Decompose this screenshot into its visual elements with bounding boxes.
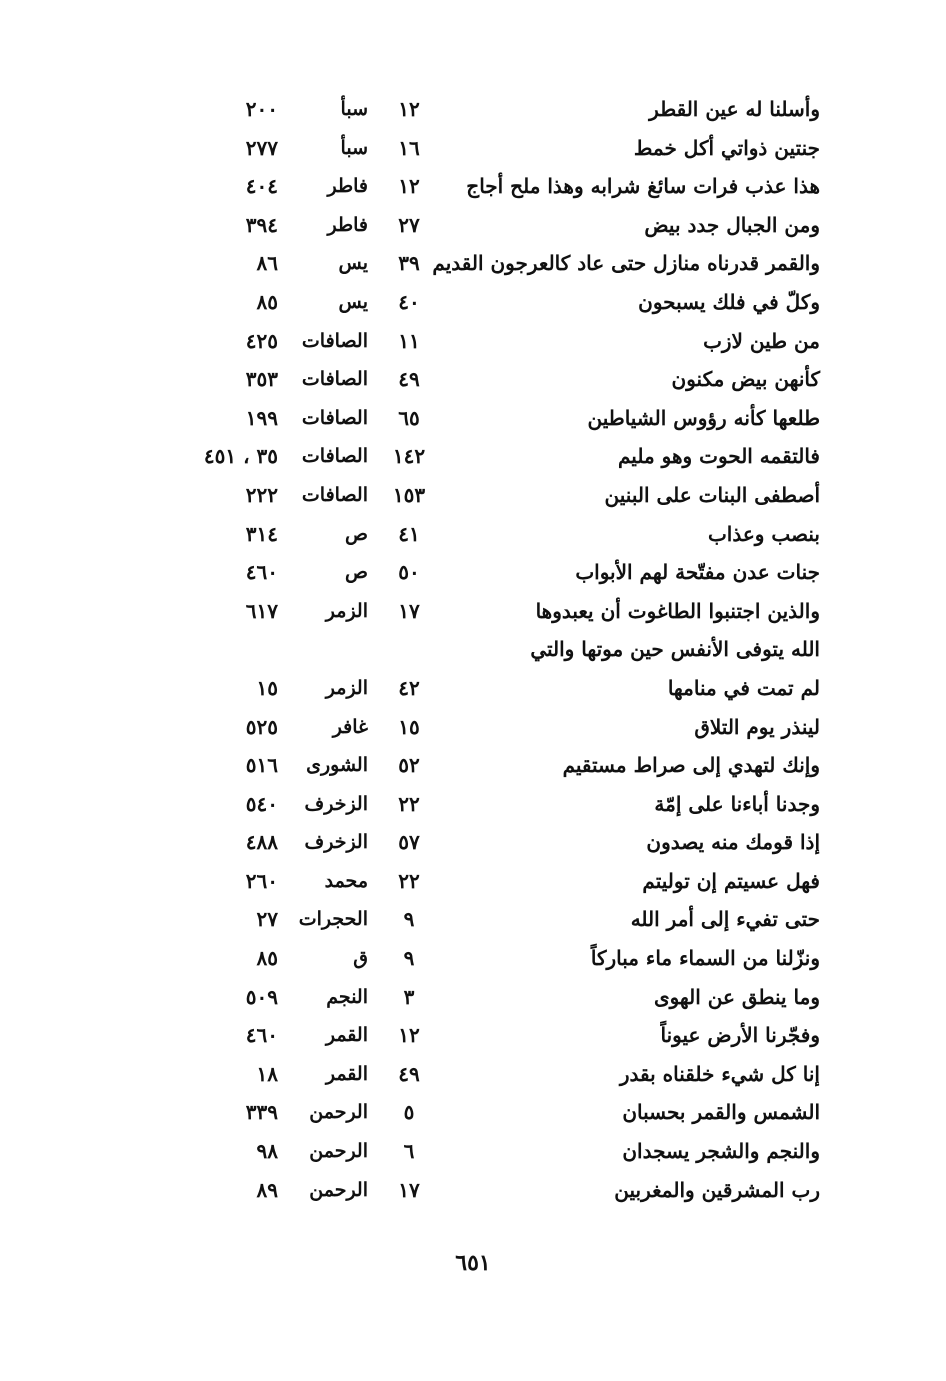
verse-text: لم تمت في منامها [667, 675, 820, 700]
page-reference: ٣٣٩ [245, 1100, 278, 1125]
index-row [180, 746, 840, 785]
page-reference: ٤٨٨ [245, 830, 278, 855]
surah-name: فاطر [327, 175, 368, 198]
surah-name: الزخرف [304, 792, 368, 815]
page-reference: ٣٩٤ [245, 212, 278, 237]
verse-text: رب المشرقين والمغربين [614, 1177, 820, 1202]
ayah-number [386, 630, 432, 669]
verse-text: فهل عسيتم إن توليتم [642, 868, 820, 893]
verse-text: الله يتوفى الأنفس حين موتها والتي [530, 637, 820, 662]
ayah-number: ١٥٣ [392, 482, 426, 507]
ayah-number: ٦ [403, 1139, 415, 1164]
index-row [180, 206, 840, 245]
page-reference: ٩٨ [256, 1139, 278, 1164]
verse-text: حتى تفيء إلى أمر الله [630, 907, 820, 932]
page-reference: ١٨ [256, 1061, 278, 1086]
ayah-number: ٥٠ [398, 560, 420, 585]
surah-name: القمر [325, 1024, 368, 1047]
page-reference: ٥١٦ [245, 753, 278, 778]
index-row [180, 515, 840, 554]
surah-name: النجم [326, 985, 368, 1008]
index-row [180, 939, 840, 978]
ayah-number: ١٤٢ [392, 444, 426, 469]
page-reference: ١٥ [256, 675, 278, 700]
page-reference: ١٩٩ [245, 405, 278, 430]
surah-name: ص [345, 561, 368, 584]
surah-name: الصافات [301, 445, 368, 468]
ayah-number: ٩ [403, 946, 415, 971]
verse-text: وإنك لتهدي إلى صراط مستقيم [562, 753, 820, 778]
verse-text: جنتين ذواتي أكل خمط [633, 135, 820, 160]
surah-name: يس [338, 252, 368, 275]
page-reference: ٥٢٥ [245, 714, 278, 739]
surah-name: سبأ [340, 98, 368, 120]
page-reference: ٢٦٠ [245, 868, 278, 893]
index-row [180, 1093, 840, 1132]
surah-name: الحجرات [298, 908, 368, 931]
ayah-number: ٦٥ [398, 405, 420, 430]
index-row [180, 244, 840, 283]
surah-name: الزمر [325, 676, 368, 699]
page-reference: ٥٠٩ [245, 984, 278, 1009]
ayah-number: ٥٧ [398, 830, 420, 855]
verse-index-table [180, 90, 840, 1209]
ayah-number: ١٧ [398, 1177, 420, 1202]
index-row [180, 360, 840, 399]
ayah-number: ٤٠ [398, 289, 420, 314]
index-row [180, 592, 840, 631]
page-reference: ٨٥ [256, 946, 278, 971]
ayah-number: ١٥ [398, 714, 420, 739]
index-row [180, 476, 840, 515]
verse-text: وكلّ في فلك يسبحون [638, 289, 820, 314]
verse-text: إذا قومك منه يصدون [646, 830, 820, 855]
ayah-number: ٤٩ [398, 367, 420, 392]
ayah-number: ٤١ [398, 521, 420, 546]
index-row [180, 900, 840, 939]
index-row [180, 669, 840, 708]
verse-text: والذين اجتنبوا الطاغوت أن يعبدوها [535, 598, 820, 623]
page-reference: ٢٧ [256, 907, 278, 932]
surah-name: الزخرف [304, 831, 368, 854]
index-row [180, 437, 840, 476]
ayah-number: ٤٩ [398, 1061, 420, 1086]
surah-name: الصافات [301, 406, 368, 429]
surah-name: فاطر [327, 213, 368, 236]
ayah-number: ٢٢ [398, 791, 420, 816]
verse-text: والنجم والشجر يسجدان [622, 1139, 820, 1164]
page-reference: ٢٧٧ [245, 135, 278, 160]
surah-name: الصافات [301, 329, 368, 352]
page-reference: ٨٥ [256, 289, 278, 314]
ayah-number: ١٢ [398, 174, 420, 199]
surah-name: الرحمن [309, 1140, 368, 1163]
page-reference: ٤٦٠ [245, 1023, 278, 1048]
verse-text: بنصب وعذاب [707, 521, 820, 546]
index-row [180, 708, 840, 747]
index-row [180, 1016, 840, 1055]
ayah-number: ١٧ [398, 598, 420, 623]
ayah-number: ٢٢ [398, 868, 420, 893]
verse-text: هذا عذب فرات سائغ شرابه وهذا ملح أجاج [466, 174, 820, 199]
ayah-number: ٥ [403, 1100, 415, 1125]
index-row [180, 129, 840, 168]
index-row [180, 1055, 840, 1094]
ayah-number: ٥٢ [398, 753, 420, 778]
verse-text: ومن الجبال جدد بيض [644, 212, 820, 237]
page-reference: ٣٥٣ [245, 367, 278, 392]
index-row [180, 283, 840, 322]
index-row [180, 399, 840, 438]
index-row [180, 1171, 840, 1210]
verse-text: ونزّلنا من السماء ماء مباركاً [590, 946, 820, 971]
ayah-number: ٣ [403, 984, 415, 1009]
ayah-number: ٤٢ [398, 675, 420, 700]
surah-name [278, 630, 368, 669]
page-reference: ٢٢٢ [245, 482, 278, 507]
verse-text: وأسلنا له عين القطر [649, 97, 820, 121]
page-number: ٦٥١ [455, 1250, 491, 1276]
page-reference: ٣٥ ، ٤٥١ [203, 444, 278, 469]
verse-text: لينذر يوم التلاق [694, 714, 820, 739]
index-row [180, 167, 840, 206]
surah-name: الصافات [301, 483, 368, 506]
surah-name: الصافات [301, 368, 368, 391]
index-row [180, 785, 840, 824]
page-reference: ٤٢٥ [245, 328, 278, 353]
surah-name: يس [338, 290, 368, 313]
verse-text: جنات عدن مفتّحة لهم الأبواب [575, 560, 820, 585]
page-reference: ٤٦٠ [245, 560, 278, 585]
surah-name: الزمر [325, 599, 368, 622]
surah-name: سبأ [340, 136, 368, 159]
index-row [180, 630, 840, 669]
page-reference: ٥٤٠ [245, 791, 278, 816]
surah-name: ق [353, 947, 368, 970]
index-row [180, 1132, 840, 1171]
verse-text: وفجّرنا الأرض عيوناً [660, 1023, 820, 1048]
page-reference: ٦١٧ [245, 598, 278, 623]
ayah-number: ٢٧ [398, 212, 420, 237]
surah-name: محمد [324, 869, 368, 892]
verse-text: والقمر قدرناه منازل حتى عاد كالعرجون القديم [432, 251, 820, 276]
ayah-number: ١١ [398, 328, 420, 353]
index-row [180, 322, 840, 361]
surah-name: القمر [325, 1062, 368, 1085]
page-reference: ٣١٤ [245, 521, 278, 546]
verse-text: الشمس والقمر بحسبان [622, 1100, 820, 1125]
page-reference: ٨٦ [256, 251, 278, 276]
ayah-number: ٣٩ [398, 251, 420, 276]
page-reference: ٢٠٠ [245, 97, 278, 121]
ayah-number: ١٢ [398, 1023, 420, 1048]
verse-text: وما ينطق عن الهوى [653, 984, 820, 1009]
verse-text: كأنهن بيض مكنون [671, 367, 820, 392]
surah-name: الرحمن [309, 1101, 368, 1124]
index-row [180, 978, 840, 1017]
ayah-number: ١٦ [398, 135, 420, 160]
verse-text: أصطفى البنات على البنين [604, 482, 820, 507]
ayah-number: ٩ [403, 907, 415, 932]
index-row [180, 553, 840, 592]
surah-name: غافر [332, 715, 368, 738]
surah-name: الشورى [306, 754, 368, 777]
verse-text: فالتقمه الحوت وهو مليم [617, 444, 820, 469]
surah-name: ص [345, 522, 368, 545]
index-row [180, 823, 840, 862]
surah-name: الرحمن [309, 1178, 368, 1201]
verse-text: إنا كل شيء خلقناه بقدر [619, 1061, 820, 1086]
ayah-number: ١٢ [398, 97, 420, 121]
index-row [180, 90, 840, 129]
page-reference: ٨٩ [256, 1177, 278, 1202]
index-row [180, 862, 840, 901]
verse-text: من طين لازب [703, 328, 820, 353]
verse-text: وجدنا أباءنا على إمّة [654, 791, 820, 816]
page-reference: ٤٠٤ [245, 174, 278, 199]
verse-text: طلعها كأنه رؤوس الشياطين [587, 405, 820, 430]
page-reference [180, 630, 278, 669]
